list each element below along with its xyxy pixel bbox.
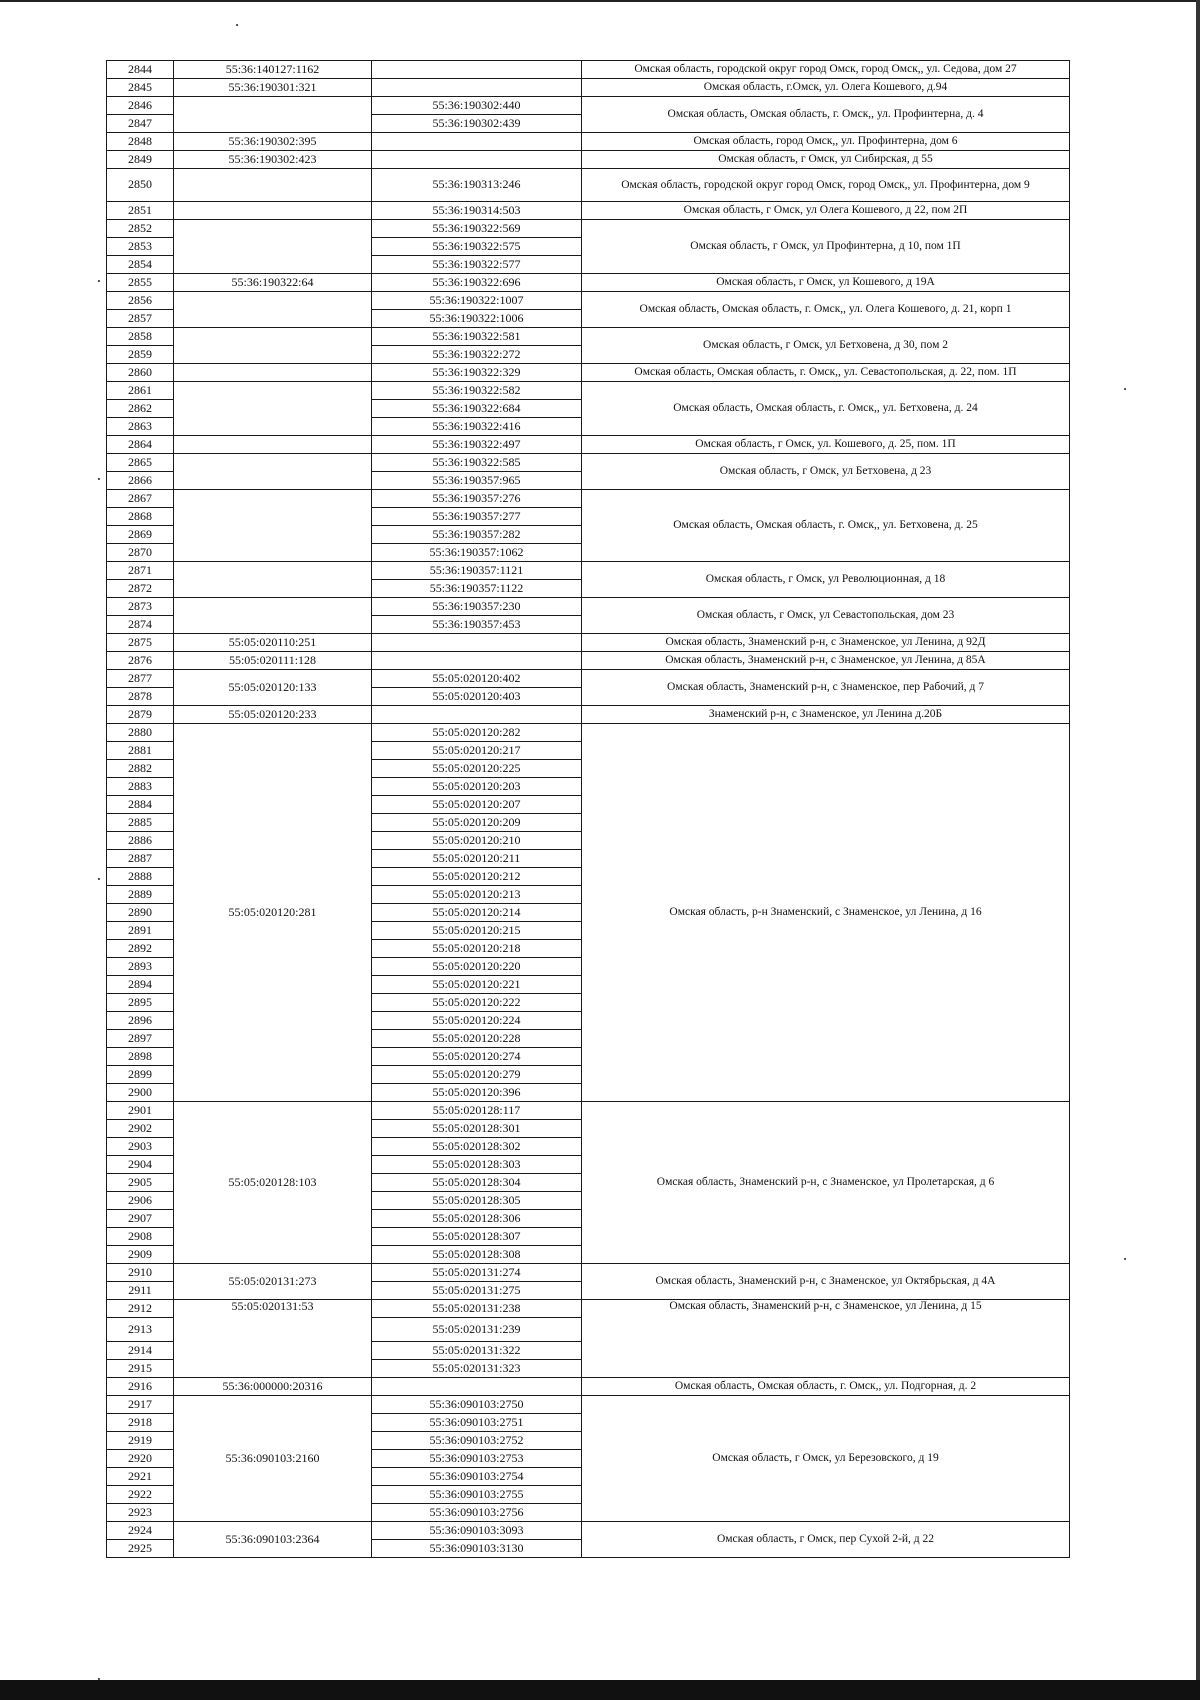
premises-number-cell: 55:36:190357:1122: [372, 580, 582, 598]
address-cell: Омская область, Знаменский р-н, с Знаменское, ул Ленина, д 85А: [582, 652, 1070, 670]
row-number-cell: 2879: [107, 706, 174, 724]
parcel-number-cell: 55:36:090103:2160: [174, 1396, 372, 1522]
row-number-cell: 2911: [107, 1282, 174, 1300]
scan-speck: [98, 478, 100, 480]
address-cell: Омская область, г Омск, ул Олега Кошевого, д 22, пом 2П: [582, 202, 1070, 220]
premises-number-cell: 55:05:020120:220: [372, 958, 582, 976]
premises-number-cell: 55:05:020131:322: [372, 1342, 582, 1360]
parcel-number-cell: 55:36:000000:20316: [174, 1378, 372, 1396]
row-number-cell: 2906: [107, 1192, 174, 1210]
parcel-number-cell: [174, 220, 372, 274]
row-number-cell: 2889: [107, 886, 174, 904]
premises-number-cell: 55:05:020128:304: [372, 1174, 582, 1192]
premises-number-cell: 55:36:190322:684: [372, 400, 582, 418]
scan-speck: [98, 280, 100, 282]
address-cell: Омская область, Омская область, г. Омск,, ул. Профинтерна, д. 4: [582, 97, 1070, 133]
row-number-cell: 2844: [107, 61, 174, 79]
address-cell: Омская область, г Омск, ул Севастопольская, дом 23: [582, 598, 1070, 634]
parcel-number-cell: 55:05:020111:128: [174, 652, 372, 670]
row-number-cell: 2881: [107, 742, 174, 760]
parcel-number-cell: [174, 169, 372, 202]
premises-number-cell: 55:36:190322:416: [372, 418, 582, 436]
address-cell: Омская область, Знаменский р-н, с Знаменское, ул Октябрьская, д 4А: [582, 1264, 1070, 1300]
table-row: [107, 598, 1070, 616]
premises-number-cell: 55:36:090103:2750: [372, 1396, 582, 1414]
table-row: [107, 652, 1070, 670]
premises-number-cell: 55:05:020120:403: [372, 688, 582, 706]
address-cell: Омская область, г Омск, ул Профинтерна, д 10, пом 1П: [582, 220, 1070, 274]
row-number-cell: 2852: [107, 220, 174, 238]
row-number-cell: 2912: [107, 1300, 174, 1318]
scan-speck: [1124, 1258, 1126, 1260]
premises-number-cell: 55:05:020128:117: [372, 1102, 582, 1120]
premises-number-cell: 55:05:020120:218: [372, 940, 582, 958]
row-number-cell: 2903: [107, 1138, 174, 1156]
premises-number-cell: 55:36:190322:581: [372, 328, 582, 346]
premises-number-cell: 55:05:020131:275: [372, 1282, 582, 1300]
address-cell: Знаменский р-н, с Знаменское, ул Ленина д.20Б: [582, 706, 1070, 724]
parcel-number-cell: 55:05:020128:103: [174, 1102, 372, 1264]
address-cell: Омская область, Омская область, г. Омск,, ул. Севастопольская, д. 22, пом. 1П: [582, 364, 1070, 382]
row-number-cell: 2890: [107, 904, 174, 922]
row-number-cell: 2901: [107, 1102, 174, 1120]
parcel-number-cell: 55:05:020120:233: [174, 706, 372, 724]
row-number-cell: 2919: [107, 1432, 174, 1450]
premises-number-cell: 55:05:020128:306: [372, 1210, 582, 1228]
row-number-cell: 2855: [107, 274, 174, 292]
row-number-cell: 2914: [107, 1342, 174, 1360]
premises-number-cell: 55:36:190357:1062: [372, 544, 582, 562]
scan-speck: [236, 24, 238, 26]
address-cell: Омская область, г Омск, ул. Кошевого, д. 25, пом. 1П: [582, 436, 1070, 454]
row-number-cell: 2850: [107, 169, 174, 202]
row-number-cell: 2882: [107, 760, 174, 778]
table-row: [107, 133, 1070, 151]
premises-number-cell: 55:36:190322:575: [372, 238, 582, 256]
parcel-number-cell: [174, 562, 372, 598]
address-cell: Омская область, Знаменский р-н, с Знаменское, ул Ленина, д 15: [582, 1300, 1070, 1378]
premises-number-cell: 55:05:020128:308: [372, 1246, 582, 1264]
row-number-cell: 2915: [107, 1360, 174, 1378]
cadastral-register-table: [106, 60, 1070, 1558]
premises-number-cell: 55:05:020120:225: [372, 760, 582, 778]
premises-number-cell: 55:05:020120:279: [372, 1066, 582, 1084]
premises-number-cell: [372, 1378, 582, 1396]
parcel-number-cell: 55:36:190302:423: [174, 151, 372, 169]
premises-number-cell: 55:36:190302:440: [372, 97, 582, 115]
row-number-cell: 2868: [107, 508, 174, 526]
row-number-cell: 2904: [107, 1156, 174, 1174]
row-number-cell: 2921: [107, 1468, 174, 1486]
row-number-cell: 2872: [107, 580, 174, 598]
row-number-cell: 2886: [107, 832, 174, 850]
table-row: [107, 724, 1070, 742]
row-number-cell: 2873: [107, 598, 174, 616]
row-number-cell: 2907: [107, 1210, 174, 1228]
parcel-number-cell: [174, 202, 372, 220]
premises-number-cell: 55:36:190357:1121: [372, 562, 582, 580]
row-number-cell: 2860: [107, 364, 174, 382]
address-cell: Омская область, г Омск, ул Сибирская, д 55: [582, 151, 1070, 169]
table-row: [107, 490, 1070, 508]
premises-number-cell: [372, 61, 582, 79]
address-cell: Омская область, г Омск, ул Бетховена, д 23: [582, 454, 1070, 490]
address-cell: Омская область, Знаменский р-н, с Знаменское, ул Ленина, д 92Д: [582, 634, 1070, 652]
row-number-cell: 2866: [107, 472, 174, 490]
row-number-cell: 2913: [107, 1318, 174, 1342]
premises-number-cell: 55:05:020120:203: [372, 778, 582, 796]
premises-number-cell: [372, 706, 582, 724]
row-number-cell: 2900: [107, 1084, 174, 1102]
table-row: [107, 97, 1070, 115]
premises-number-cell: 55:36:090103:3130: [372, 1540, 582, 1558]
row-number-cell: 2888: [107, 868, 174, 886]
address-cell: Омская область, городской округ город Омск, город Омск,, ул. Профинтерна, дом 9: [582, 169, 1070, 202]
row-number-cell: 2910: [107, 1264, 174, 1282]
premises-number-cell: 55:05:020120:209: [372, 814, 582, 832]
parcel-number-cell: 55:36:190322:64: [174, 274, 372, 292]
parcel-number-cell: [174, 436, 372, 454]
row-number-cell: 2876: [107, 652, 174, 670]
row-number-cell: 2897: [107, 1030, 174, 1048]
scan-speck: [1124, 388, 1126, 390]
row-number-cell: 2849: [107, 151, 174, 169]
row-number-cell: 2867: [107, 490, 174, 508]
premises-number-cell: 55:05:020128:301: [372, 1120, 582, 1138]
premises-number-cell: 55:36:190322:1006: [372, 310, 582, 328]
parcel-number-cell: 55:05:020120:133: [174, 670, 372, 706]
scan-speck: [98, 878, 100, 880]
premises-number-cell: 55:05:020128:303: [372, 1156, 582, 1174]
premises-number-cell: 55:36:090103:2754: [372, 1468, 582, 1486]
premises-number-cell: 55:05:020120:396: [372, 1084, 582, 1102]
row-number-cell: 2899: [107, 1066, 174, 1084]
table-row: [107, 1300, 1070, 1318]
row-number-cell: 2875: [107, 634, 174, 652]
parcel-number-cell: [174, 328, 372, 364]
row-number-cell: 2883: [107, 778, 174, 796]
row-number-cell: 2909: [107, 1246, 174, 1264]
row-number-cell: 2863: [107, 418, 174, 436]
row-number-cell: 2858: [107, 328, 174, 346]
row-number-cell: 2923: [107, 1504, 174, 1522]
row-number-cell: 2845: [107, 79, 174, 97]
premises-number-cell: 55:05:020120:211: [372, 850, 582, 868]
address-cell: Омская область, Омская область, г. Омск,, ул. Олега Кошевого, д. 21, корп 1: [582, 292, 1070, 328]
parcel-number-cell: 55:05:020131:53: [174, 1300, 372, 1378]
parcel-number-cell: [174, 490, 372, 562]
parcel-number-cell: [174, 97, 372, 133]
row-number-cell: 2874: [107, 616, 174, 634]
premises-number-cell: [372, 151, 582, 169]
row-number-cell: 2887: [107, 850, 174, 868]
table-row: [107, 1264, 1070, 1282]
address-cell: Омская область, г Омск, пер Сухой 2-й, д 22: [582, 1522, 1070, 1558]
address-cell: Омская область, Знаменский р-н, с Знаменское, ул Пролетарская, д 6: [582, 1102, 1070, 1264]
premises-number-cell: [372, 133, 582, 151]
premises-number-cell: 55:05:020120:215: [372, 922, 582, 940]
premises-number-cell: 55:05:020128:302: [372, 1138, 582, 1156]
row-number-cell: 2864: [107, 436, 174, 454]
address-cell: Омская область, Омская область, г. Омск,, ул. Подгорная, д. 2: [582, 1378, 1070, 1396]
row-number-cell: 2894: [107, 976, 174, 994]
table-row: [107, 79, 1070, 97]
premises-number-cell: 55:05:020131:274: [372, 1264, 582, 1282]
parcel-number-cell: [174, 454, 372, 490]
row-number-cell: 2880: [107, 724, 174, 742]
table-row: [107, 436, 1070, 454]
premises-number-cell: 55:36:190322:577: [372, 256, 582, 274]
premises-number-cell: 55:36:190322:569: [372, 220, 582, 238]
table-row: [107, 292, 1070, 310]
premises-number-cell: 55:36:190357:230: [372, 598, 582, 616]
premises-number-cell: 55:36:190314:503: [372, 202, 582, 220]
row-number-cell: 2861: [107, 382, 174, 400]
table-row: [107, 364, 1070, 382]
parcel-number-cell: 55:05:020131:273: [174, 1264, 372, 1300]
premises-number-cell: 55:05:020120:274: [372, 1048, 582, 1066]
row-number-cell: 2851: [107, 202, 174, 220]
premises-number-cell: 55:05:020128:307: [372, 1228, 582, 1246]
premises-number-cell: 55:36:090103:2752: [372, 1432, 582, 1450]
premises-number-cell: 55:36:090103:2753: [372, 1450, 582, 1468]
premises-number-cell: 55:36:190322:1007: [372, 292, 582, 310]
premises-number-cell: 55:36:090103:2755: [372, 1486, 582, 1504]
premises-number-cell: 55:05:020120:212: [372, 868, 582, 886]
table-row: [107, 706, 1070, 724]
parcel-number-cell: 55:36:190301:321: [174, 79, 372, 97]
table-row: [107, 220, 1070, 238]
row-number-cell: 2924: [107, 1522, 174, 1540]
table-row: [107, 454, 1070, 472]
premises-number-cell: 55:36:190322:696: [372, 274, 582, 292]
row-number-cell: 2895: [107, 994, 174, 1012]
row-number-cell: 2878: [107, 688, 174, 706]
premises-number-cell: 55:36:190357:965: [372, 472, 582, 490]
premises-number-cell: 55:05:020120:210: [372, 832, 582, 850]
scan-right-edge: [1196, 0, 1200, 1700]
address-cell: Омская область, г Омск, ул Бетховена, д 30, пом 2: [582, 328, 1070, 364]
row-number-cell: 2857: [107, 310, 174, 328]
row-number-cell: 2854: [107, 256, 174, 274]
row-number-cell: 2898: [107, 1048, 174, 1066]
row-number-cell: 2862: [107, 400, 174, 418]
parcel-number-cell: [174, 364, 372, 382]
table-row: [107, 1102, 1070, 1120]
premises-number-cell: 55:36:190322:272: [372, 346, 582, 364]
row-number-cell: 2846: [107, 97, 174, 115]
row-number-cell: 2892: [107, 940, 174, 958]
premises-number-cell: [372, 652, 582, 670]
address-cell: Омская область, р-н Знаменский, с Знаменское, ул Ленина, д 16: [582, 724, 1070, 1102]
premises-number-cell: 55:36:190357:276: [372, 490, 582, 508]
premises-number-cell: 55:05:020120:228: [372, 1030, 582, 1048]
row-number-cell: 2853: [107, 238, 174, 256]
row-number-cell: 2859: [107, 346, 174, 364]
premises-number-cell: 55:05:020120:402: [372, 670, 582, 688]
table-row: [107, 382, 1070, 400]
premises-number-cell: 55:36:190322:329: [372, 364, 582, 382]
table-row: [107, 670, 1070, 688]
row-number-cell: 2893: [107, 958, 174, 976]
row-number-cell: 2847: [107, 115, 174, 133]
parcel-number-cell: 55:36:140127:1162: [174, 61, 372, 79]
address-cell: Омская область, Омская область, г. Омск,, ул. Бетховена, д. 25: [582, 490, 1070, 562]
premises-number-cell: 55:05:020131:238: [372, 1300, 582, 1318]
premises-number-cell: 55:36:190357:453: [372, 616, 582, 634]
premises-number-cell: 55:05:020120:217: [372, 742, 582, 760]
scan-bottom-edge: [0, 1680, 1200, 1700]
address-cell: Омская область, г Омск, ул Революционная, д 18: [582, 562, 1070, 598]
row-number-cell: 2920: [107, 1450, 174, 1468]
row-number-cell: 2922: [107, 1486, 174, 1504]
premises-number-cell: [372, 79, 582, 97]
row-number-cell: 2896: [107, 1012, 174, 1030]
premises-number-cell: 55:36:190302:439: [372, 115, 582, 133]
row-number-cell: 2902: [107, 1120, 174, 1138]
parcel-number-cell: [174, 382, 372, 436]
row-number-cell: 2871: [107, 562, 174, 580]
row-number-cell: 2869: [107, 526, 174, 544]
row-number-cell: 2884: [107, 796, 174, 814]
row-number-cell: 2856: [107, 292, 174, 310]
premises-number-cell: 55:36:090103:2751: [372, 1414, 582, 1432]
premises-number-cell: 55:36:090103:3093: [372, 1522, 582, 1540]
row-number-cell: 2885: [107, 814, 174, 832]
scan-top-edge: [0, 0, 1200, 2]
premises-number-cell: 55:36:090103:2756: [372, 1504, 582, 1522]
address-cell: Омская область, г Омск, ул Кошевого, д 19А: [582, 274, 1070, 292]
row-number-cell: 2865: [107, 454, 174, 472]
table-row: [107, 1522, 1070, 1540]
row-number-cell: 2917: [107, 1396, 174, 1414]
table-row: [107, 634, 1070, 652]
table-row: [107, 274, 1070, 292]
premises-number-cell: [372, 634, 582, 652]
row-number-cell: 2848: [107, 133, 174, 151]
table-row: [107, 328, 1070, 346]
premises-number-cell: 55:05:020120:213: [372, 886, 582, 904]
parcel-number-cell: 55:36:190302:395: [174, 133, 372, 151]
premises-number-cell: 55:05:020120:222: [372, 994, 582, 1012]
address-cell: Омская область, г.Омск, ул. Олега Кошевого, д.94: [582, 79, 1070, 97]
row-number-cell: 2918: [107, 1414, 174, 1432]
row-number-cell: 2925: [107, 1540, 174, 1558]
premises-number-cell: 55:36:190313:246: [372, 169, 582, 202]
address-cell: Омская область, Омская область, г. Омск,, ул. Бетховена, д. 24: [582, 382, 1070, 436]
address-cell: Омская область, Знаменский р-н, с Знаменское, пер Рабочий, д 7: [582, 670, 1070, 706]
address-cell: Омская область, городской округ город Омск, город Омск,, ул. Седова, дом 27: [582, 61, 1070, 79]
parcel-number-cell: 55:05:020120:281: [174, 724, 372, 1102]
row-number-cell: 2905: [107, 1174, 174, 1192]
premises-number-cell: 55:36:190322:582: [372, 382, 582, 400]
premises-number-cell: 55:05:020128:305: [372, 1192, 582, 1210]
premises-number-cell: 55:05:020120:207: [372, 796, 582, 814]
scan-speck: [98, 1678, 100, 1680]
table-row: [107, 562, 1070, 580]
premises-number-cell: 55:05:020131:239: [372, 1318, 582, 1342]
table-row: [107, 202, 1070, 220]
premises-number-cell: 55:05:020120:214: [372, 904, 582, 922]
parcel-number-cell: 55:05:020110:251: [174, 634, 372, 652]
premises-number-cell: 55:36:190322:585: [372, 454, 582, 472]
premises-number-cell: 55:05:020120:224: [372, 1012, 582, 1030]
table-row: [107, 1396, 1070, 1414]
row-number-cell: 2891: [107, 922, 174, 940]
premises-number-cell: 55:36:190322:497: [372, 436, 582, 454]
parcel-number-cell: [174, 292, 372, 328]
premises-number-cell: 55:36:190357:282: [372, 526, 582, 544]
premises-number-cell: 55:36:190357:277: [372, 508, 582, 526]
row-number-cell: 2908: [107, 1228, 174, 1246]
premises-number-cell: 55:05:020120:282: [372, 724, 582, 742]
parcel-number-cell: [174, 598, 372, 634]
table-row: [107, 169, 1070, 202]
register-table-body: [107, 61, 1070, 1558]
premises-number-cell: 55:05:020120:221: [372, 976, 582, 994]
table-row: [107, 61, 1070, 79]
row-number-cell: 2916: [107, 1378, 174, 1396]
row-number-cell: 2877: [107, 670, 174, 688]
row-number-cell: 2870: [107, 544, 174, 562]
address-cell: Омская область, город Омск,, ул. Профинтерна, дом 6: [582, 133, 1070, 151]
parcel-number-cell: 55:36:090103:2364: [174, 1522, 372, 1558]
table-row: [107, 1378, 1070, 1396]
table-row: [107, 151, 1070, 169]
premises-number-cell: 55:05:020131:323: [372, 1360, 582, 1378]
address-cell: Омская область, г Омск, ул Березовского, д 19: [582, 1396, 1070, 1522]
